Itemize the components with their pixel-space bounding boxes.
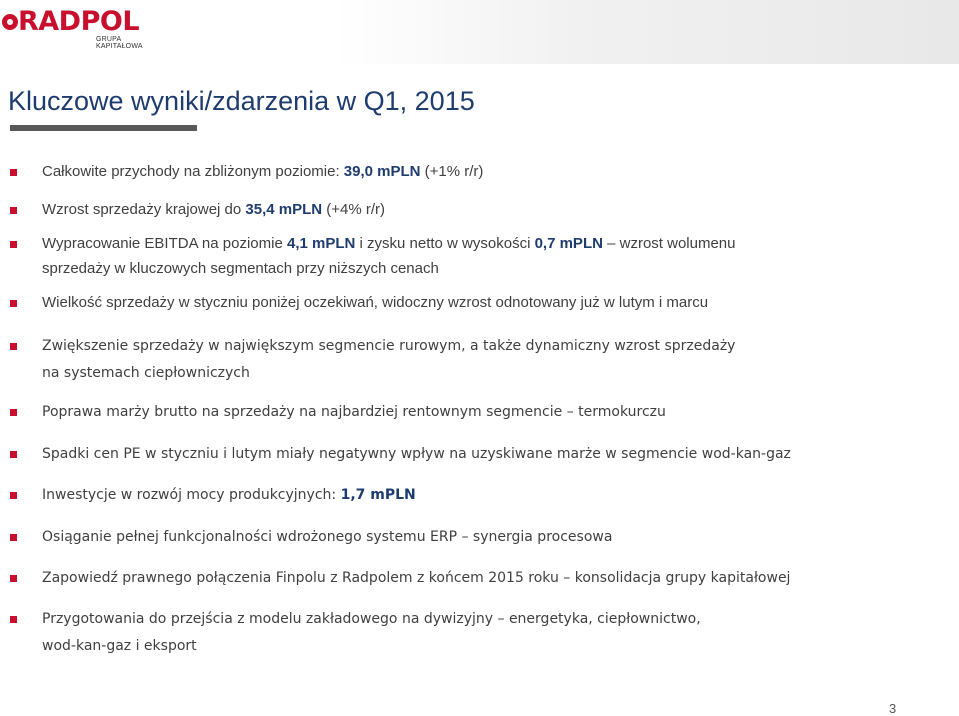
page-number: 3 [889,701,897,716]
logo-tagline: GRUPA KAPITAŁOWA [96,36,143,50]
bullet-marker-icon [10,534,17,541]
bullet-marker-icon [10,616,17,623]
logo-mark-icon [2,14,18,30]
bullet-text-line [42,256,942,282]
bullet-text-line [42,231,942,257]
bullet-marker-icon [10,409,17,416]
text-segment: Całkowite przychody na zbliżonym poziomie: [42,163,344,180]
bullet-text-line [42,197,942,223]
bullet-text-line [42,606,942,632]
text-segment: (+4% r/r) [322,201,386,218]
bullet-marker-icon [10,343,17,350]
text-segment: na systemach ciepłowniczych [42,365,250,381]
slide-title: Kluczowe wyniki/zdarzenia w Q1, 2015 [8,86,475,116]
bullet-marker-icon [10,575,17,582]
bullet-text-line [42,333,942,359]
text-segment: Inwestycje w rozwój mocy produkcyjnych: [42,487,341,503]
bullet-marker-icon [10,169,17,176]
bullet-marker-icon [10,241,17,248]
text-segment: Spadki cen PE w styczniu i lutym miały negatywny wpływ na uzyskiwane marże w segmencie wod-kan-gaz [42,446,791,462]
text-segment: Wypracowanie EBITDA na poziomie [42,235,287,252]
highlight-value: 35,4 mPLN [245,201,323,218]
bullet-text-line [42,633,942,659]
text-segment: Wzrost sprzedaży krajowej do [42,201,246,218]
bullet-text-line [42,290,942,316]
highlight-value: 1,7 mPLN [340,487,416,503]
highlight-value: 39,0 mPLN [343,163,421,180]
bullet-text-line [42,360,942,386]
text-segment: Wielkość sprzedaży w styczniu poniżej oczekiwań, widoczny wzrost odnotowany już w lutym i marcu [42,294,709,311]
bullet-text-line [42,565,942,591]
bullet-marker-icon [10,300,17,307]
text-segment: Osiąganie pełnej funkcjonalności wdrożonego systemu ERP – synergia procesowa [42,529,613,545]
text-segment: sprzedaży w kluczowych segmentach przy niższych cenach [42,260,439,277]
bullet-text-line [42,524,942,550]
text-segment: i zysku netto w wysokości [355,235,535,252]
text-segment: – wzrost wolumenu [602,235,736,252]
bullet-text-line [42,159,942,185]
text-segment: Zwiększenie sprzedaży w największym segmencie rurowym, a także dynamiczny wzrost sprzedaży [42,338,736,354]
bullet-marker-icon [10,492,17,499]
text-segment: Przygotowania do przejścia z modelu zakładowego na dywizyjny – energetyka, ciepłownictwo, [42,611,701,627]
title-underline [10,125,197,131]
bullet-marker-icon [10,207,17,214]
bullet-text-line [42,441,942,467]
highlight-value: 4,1 mPLN [286,235,356,252]
text-segment: (+1% r/r) [420,163,484,180]
radpol-logo [0,6,160,54]
bullet-marker-icon [10,451,17,458]
logo-name: RADPOL [18,6,140,37]
bullet-text-line [42,399,942,425]
text-segment: Poprawa marży brutto na sprzedaży na najbardziej rentownym segmencie – termokurczu [42,404,666,420]
bullet-text-line [42,482,942,508]
text-segment: Zapowiedź prawnego połączenia Finpolu z Radpolem z końcem 2015 roku – konsolidacja grupy kapitałowej [42,570,791,586]
highlight-value: 0,7 mPLN [534,235,603,252]
text-segment: wod-kan-gaz i eksport [42,638,197,654]
